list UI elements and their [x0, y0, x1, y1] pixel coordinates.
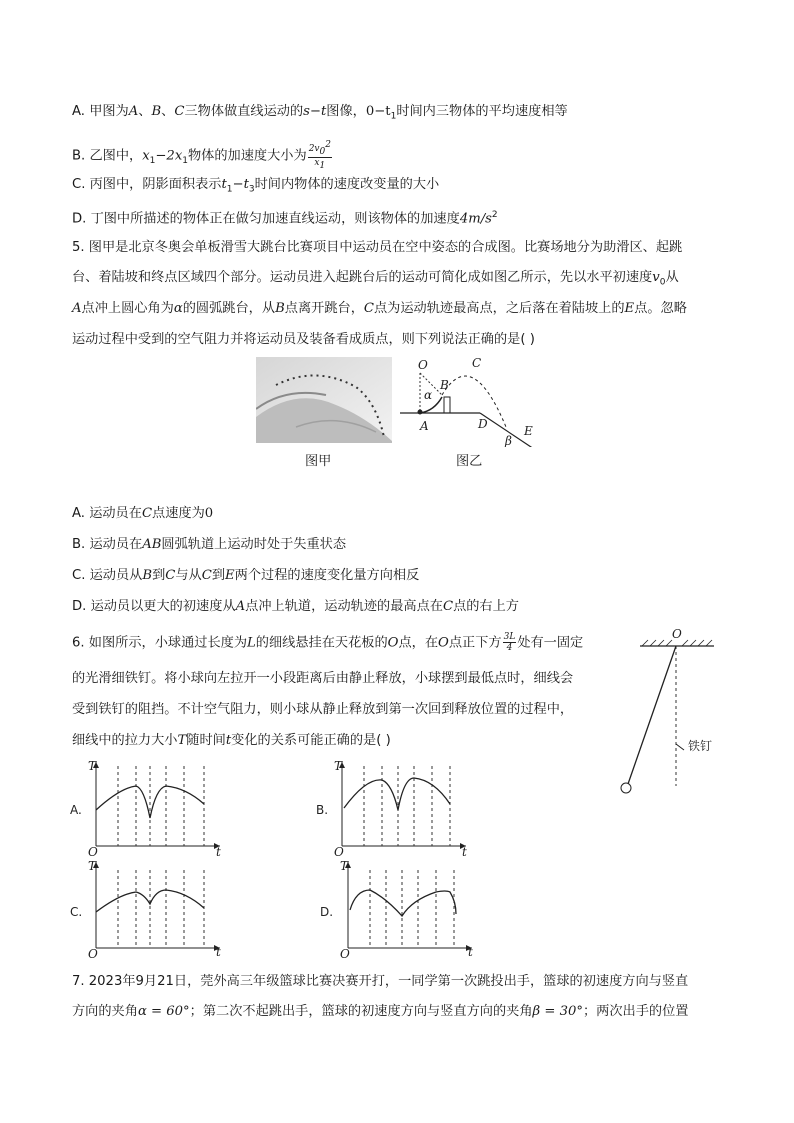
var-c: C	[165, 568, 176, 583]
math-st: s−t	[303, 104, 327, 119]
var-b: B	[275, 301, 285, 316]
text: 时间内三物体的平均速度相等	[396, 104, 568, 119]
label-a: A	[420, 419, 429, 433]
text: 台、着陆坡和终点区域四个部分。运动员进入起跳台后的运动可简化成如图乙所示，先以水平初速度	[72, 270, 653, 285]
figure-jia-caption	[305, 450, 331, 469]
text: 点为运动轨迹最高点，之后落在着陆坡上的	[373, 301, 625, 316]
label-o: O	[418, 358, 428, 372]
math-t-cap: T	[177, 733, 187, 748]
axis-origin: O	[88, 845, 98, 858]
label-e: E	[524, 424, 533, 438]
text: 细线中的拉力大小	[72, 733, 178, 748]
q4-option-a	[72, 102, 568, 127]
axis-t: t	[462, 845, 467, 858]
q4-option-b	[72, 140, 333, 171]
math-alpha-eq: α = 60°	[137, 1004, 190, 1019]
fraction	[308, 140, 332, 171]
var-c: C	[201, 568, 212, 583]
text: ；两次出手的位置	[582, 1004, 689, 1019]
num: 3L	[503, 632, 516, 642]
option-label: A.	[72, 104, 85, 119]
num: 2v	[308, 144, 320, 154]
figure-yi-diagram	[394, 355, 544, 447]
option-label: B.	[72, 537, 86, 552]
subscript: 0	[319, 146, 326, 157]
figure-jia-photo	[256, 357, 392, 443]
text: 、	[138, 104, 152, 119]
axis-t-cap: T	[340, 859, 349, 873]
math-dash: −t	[232, 177, 249, 192]
text: 与从	[175, 568, 202, 583]
option-label: C.	[72, 177, 86, 192]
graph-d	[316, 858, 476, 958]
text: 两个过程的速度变化量方向相反	[234, 568, 420, 583]
axis-origin: O	[334, 845, 344, 858]
text: 的细线悬挂在天花板的	[255, 635, 388, 651]
label-alpha: α	[424, 388, 433, 402]
graph-label: B.	[316, 803, 329, 817]
text: 图像，	[326, 104, 366, 119]
graph-b	[316, 758, 476, 858]
q5-stem-line3	[72, 299, 687, 319]
math-t: t	[225, 733, 232, 748]
q6-stem-line3: 受到铁钉的阻挡。不计空气阻力，则小球从静止释放到第一次回到释放位置的过程中，	[72, 702, 574, 717]
text: 变化的关系可能正确的是( )	[231, 733, 391, 748]
axis-origin: O	[88, 947, 98, 958]
text: 点。忽略	[634, 301, 687, 316]
q5-stem-line4: 运动过程中受到的空气阻力并将运动员及装备看成质点，则下列说法正确的是( )	[72, 332, 535, 347]
q5-option-b	[72, 535, 346, 555]
var-c: C	[141, 506, 153, 521]
text: 运动员从	[89, 568, 143, 583]
var-e: E	[225, 568, 235, 583]
caption-text: 图乙	[456, 454, 483, 469]
var-a: A	[72, 301, 82, 316]
pendulum-figure	[618, 626, 738, 796]
text: 点冲上圆心角为	[81, 301, 174, 316]
text: 物体的加速度大小为	[188, 148, 307, 164]
var-b: B	[151, 104, 162, 119]
var-c: C	[442, 599, 454, 614]
q4-option-c	[72, 175, 439, 200]
subscript: 3	[248, 184, 255, 195]
caption-text: 图甲	[305, 454, 332, 469]
q5-stem-line1: 5. 图甲是北京冬奥会单板滑雪大跳台比赛项目中运动员在空中姿态的合成图。比赛场地分为助滑区、起跳	[72, 240, 683, 255]
text: ；第二次不起跳出手，篮球的初速度方向与竖直方向的夹角	[189, 1004, 533, 1019]
figure-yi-caption	[456, 450, 482, 469]
text: 点，在	[398, 635, 439, 651]
var-o: O	[438, 635, 449, 651]
graph-a	[70, 758, 230, 858]
math-v: v	[652, 270, 660, 285]
text: 、	[161, 104, 175, 119]
text: 6. 如图所示，小球通过长度为	[72, 635, 248, 651]
text: 点速度为	[152, 506, 205, 521]
text: 的圆弧跳台，从	[182, 301, 276, 316]
label-d: D	[478, 417, 488, 431]
text: 圆弧轨道上运动时处于失重状态	[161, 537, 347, 552]
graph-label: C.	[70, 905, 83, 919]
subscript: 1	[149, 155, 156, 166]
text: 到	[152, 568, 166, 583]
text: 丁图中所描述的物体正在做匀加速直线运动，则该物体的加速度	[90, 211, 460, 227]
var-o: O	[387, 635, 399, 651]
var-ab: AB	[142, 537, 162, 552]
math-range: 0−t	[365, 104, 391, 119]
label-b: B	[440, 378, 449, 392]
text: 运动员在	[89, 506, 142, 521]
var-e: E	[624, 301, 635, 316]
q6-stem-line2: 的光滑细铁钉。将小球向左拉开一小段距离后由静止释放，小球摆到最低点时，细线会	[72, 671, 574, 686]
text: 点的右上方	[453, 599, 519, 614]
math-x: x	[142, 148, 150, 164]
text: 三物体做直线运动的	[184, 104, 304, 119]
math-accel: 4m/s	[459, 211, 492, 227]
axis-t: t	[468, 945, 473, 958]
axis-t: t	[216, 845, 221, 858]
superscript: 2	[325, 140, 331, 150]
subscript: 1	[390, 111, 397, 122]
q6-stem-line1	[72, 632, 583, 654]
label-c: C	[472, 356, 482, 370]
text: 随时间	[186, 733, 226, 748]
math-t: t	[221, 177, 227, 192]
den: x	[314, 157, 320, 168]
var-b: B	[142, 568, 153, 583]
axis-t-cap: T	[334, 759, 343, 773]
text: 运动员以更大的初速度从	[90, 599, 236, 614]
axis-origin: O	[340, 947, 350, 958]
option-label: A.	[72, 506, 85, 521]
q7-stem-line2	[72, 1002, 688, 1022]
math-mid: −2x	[155, 148, 183, 164]
label-o: O	[672, 627, 682, 641]
subscript: 1	[182, 155, 188, 166]
axis-t: t	[216, 945, 221, 958]
text: 时间内物体的速度改变量的大小	[254, 177, 440, 192]
text: 点冲上轨道，运动轨迹的最高点在	[245, 599, 443, 614]
subscript: 1	[319, 160, 326, 171]
q5-option-c	[72, 566, 419, 586]
graph-label: D.	[320, 905, 334, 919]
var-a: A	[235, 599, 246, 614]
graph-c	[70, 858, 230, 958]
math-beta-eq: β = 30°	[532, 1004, 583, 1019]
axis-t-cap: T	[88, 759, 97, 773]
label-beta: β	[505, 434, 512, 447]
var-a: A	[128, 104, 139, 119]
q7-stem-line1: 7. 2023年9月21日，莞外高三年级篮球比赛决赛开打，一同学第一次跳投出手，篮球的初速度方向与竖直	[72, 974, 689, 989]
math-zero: 0	[204, 506, 214, 521]
q6-stem-line4	[72, 731, 391, 751]
text: 从	[665, 270, 679, 285]
subscript: 1	[226, 184, 233, 195]
option-label: C.	[72, 568, 86, 583]
var-c: C	[363, 301, 374, 316]
graph-label: A.	[70, 803, 82, 817]
text: 甲图为	[89, 104, 129, 119]
math-l: L	[247, 635, 256, 651]
text: 乙图中，	[89, 148, 143, 164]
option-label: D.	[72, 211, 87, 227]
text: 点离开跳台，	[284, 301, 364, 316]
superscript: 2	[491, 210, 498, 220]
text: 运动员在	[89, 537, 143, 552]
axis-t-cap: T	[88, 859, 97, 873]
text: 处有一固定	[517, 635, 584, 651]
fraction	[503, 632, 517, 653]
label-nail: 铁钉	[688, 739, 713, 753]
text: 点正下方	[448, 635, 502, 651]
option-label: B.	[72, 148, 86, 164]
q5-option-a	[72, 504, 213, 524]
text: 到	[211, 568, 225, 583]
text: 丙图中，阴影面积表示	[89, 177, 222, 192]
math-alpha: α	[173, 301, 183, 316]
den: 4	[506, 643, 513, 653]
option-label: D.	[72, 599, 87, 614]
q4-option-d	[72, 205, 498, 229]
q5-stem-line2	[72, 268, 679, 293]
subscript: 0	[659, 277, 666, 288]
q5-option-d	[72, 597, 519, 617]
text: 方向的夹角	[72, 1004, 138, 1019]
var-c: C	[174, 104, 185, 119]
